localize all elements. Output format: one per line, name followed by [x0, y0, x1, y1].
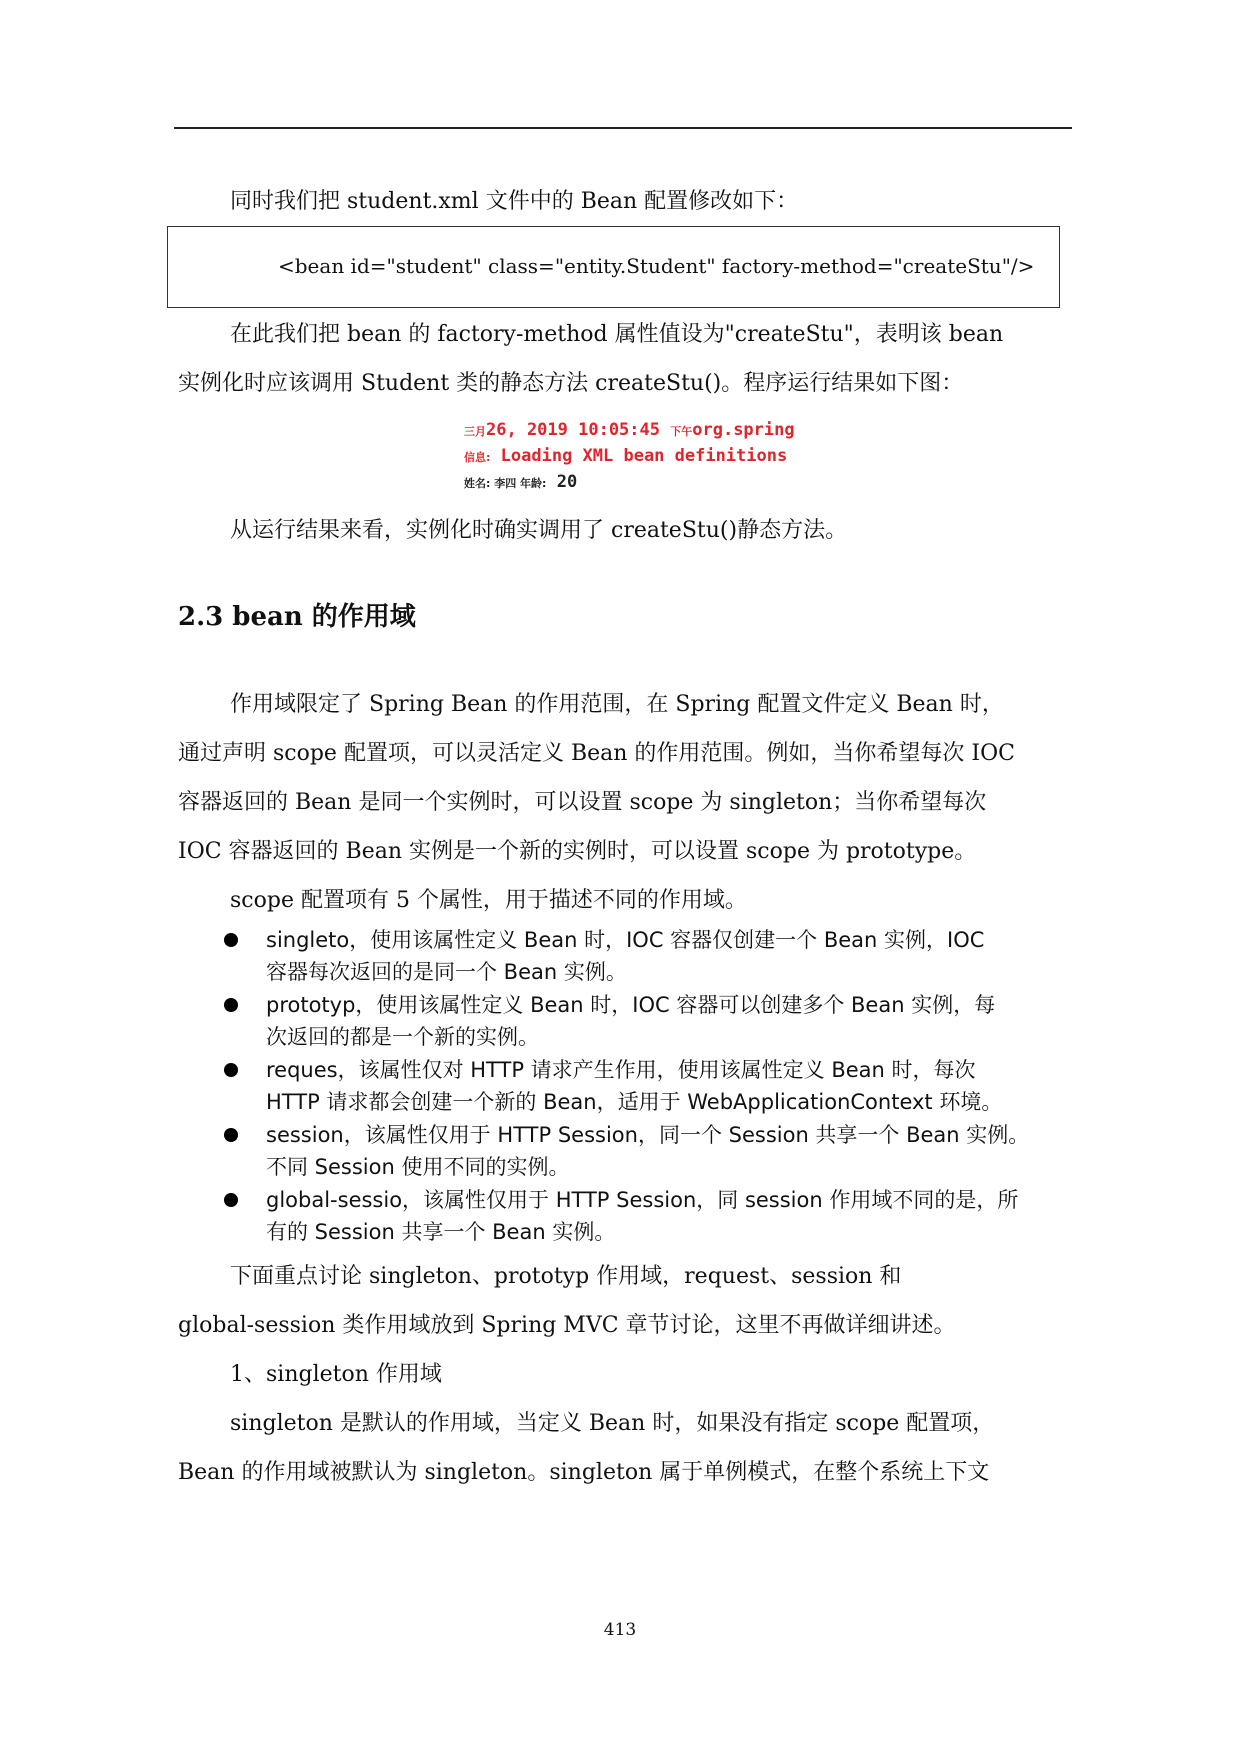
list-item: singleto，使用该属性定义 Bean 时，IOC 容器仅创建一个 Bean 实例，IOC 容器每次返回的是同一个 Bean 实例。	[220, 924, 1080, 988]
paragraph-singleton-line-1: singleton 是默认的作用域，当定义 Bean 时，如果没有指定 scope 配置项，	[230, 1411, 995, 1436]
code-line: <bean id="student" class="entity.Student" factory-method="createStu"/>	[278, 254, 1035, 278]
console-output-image	[464, 418, 795, 496]
paragraph-scope-line-4: IOC 容器返回的 Bean 实例是一个新的实例时，可以设置 scope 为 prototype。	[178, 839, 977, 864]
paragraph-discussion-line-1: 下面重点讨论 singleton、prototyp 作用域，request、session 和	[230, 1264, 902, 1289]
paragraph-singleton-line-2: Bean 的作用域被默认为 singleton。singleton 属于单例模式，在整个系统上下文	[178, 1460, 990, 1485]
paragraph-discussion-line-2: global-session 类作用域放到 Spring MVC 章节讨论，这里不再做详细讲述。	[178, 1313, 956, 1338]
subheading-singleton: 1、singleton 作用域	[230, 1362, 442, 1387]
paragraph-factory-line-1: 在此我们把 bean 的 factory-method 属性值设为"createStu"，表明该 bean	[230, 322, 1004, 347]
section-heading: 2.3 bean 的作用域	[178, 602, 416, 632]
paragraph-factory-line-2: 实例化时应该调用 Student 类的静态方法 createStu()。程序运行结果如下图：	[178, 371, 964, 396]
paragraph-scope-attrs: scope 配置项有 5 个属性，用于描述不同的作用域。	[230, 888, 747, 913]
console-line-3: 姓名: 李四 年龄: 20	[464, 472, 578, 492]
console-line-1: 三月26, 2019 10:05:45 下午org.spring	[464, 420, 795, 440]
paragraph-scope-line-3: 容器返回的 Bean 是同一个实例时，可以设置 scope 为 singleton；当你希望每次	[178, 790, 987, 815]
console-line-2: 信息: Loading XML bean definitions	[464, 446, 788, 466]
bullet-icon	[224, 998, 238, 1012]
bullet-icon	[224, 1063, 238, 1077]
list-item: session，该属性仅用于 HTTP Session，同一个 Session 共享一个 Bean 实例。 不同 Session 使用不同的实例。	[220, 1119, 1080, 1183]
bullet-icon	[224, 933, 238, 947]
scope-bullet-list	[220, 924, 1080, 1249]
paragraph-result: 从运行结果来看，实例化时确实调用了 createStu()静态方法。	[230, 518, 848, 543]
paragraph-scope-line-2: 通过声明 scope 配置项，可以灵活定义 Bean 的作用范围。例如，当你希望每次 IOC	[178, 741, 1015, 766]
paragraph-intro: 同时我们把 student.xml 文件中的 Bean 配置修改如下：	[230, 189, 799, 214]
bullet-icon	[224, 1128, 238, 1142]
list-item: global-sessio，该属性仅用于 HTTP Session，同 session 作用域不同的是，所 有的 Session 共享一个 Bean 实例。	[220, 1184, 1080, 1248]
paragraph-scope-line-1: 作用域限定了 Spring Bean 的作用范围，在 Spring 配置文件定义 Bean 时，	[230, 692, 1004, 717]
list-item: reques，该属性仅对 HTTP 请求产生作用，使用该属性定义 Bean 时，每次 HTTP 请求都会创建一个新的 Bean，适用于 WebApplicationContext 环境。	[220, 1054, 1080, 1118]
bullet-icon	[224, 1193, 238, 1207]
page-number: 413	[603, 1620, 637, 1640]
list-item: prototyp，使用该属性定义 Bean 时，IOC 容器可以创建多个 Bean 实例，每 次返回的都是一个新的实例。	[220, 989, 1080, 1053]
code-block	[167, 226, 1060, 308]
header-rule	[174, 127, 1072, 129]
